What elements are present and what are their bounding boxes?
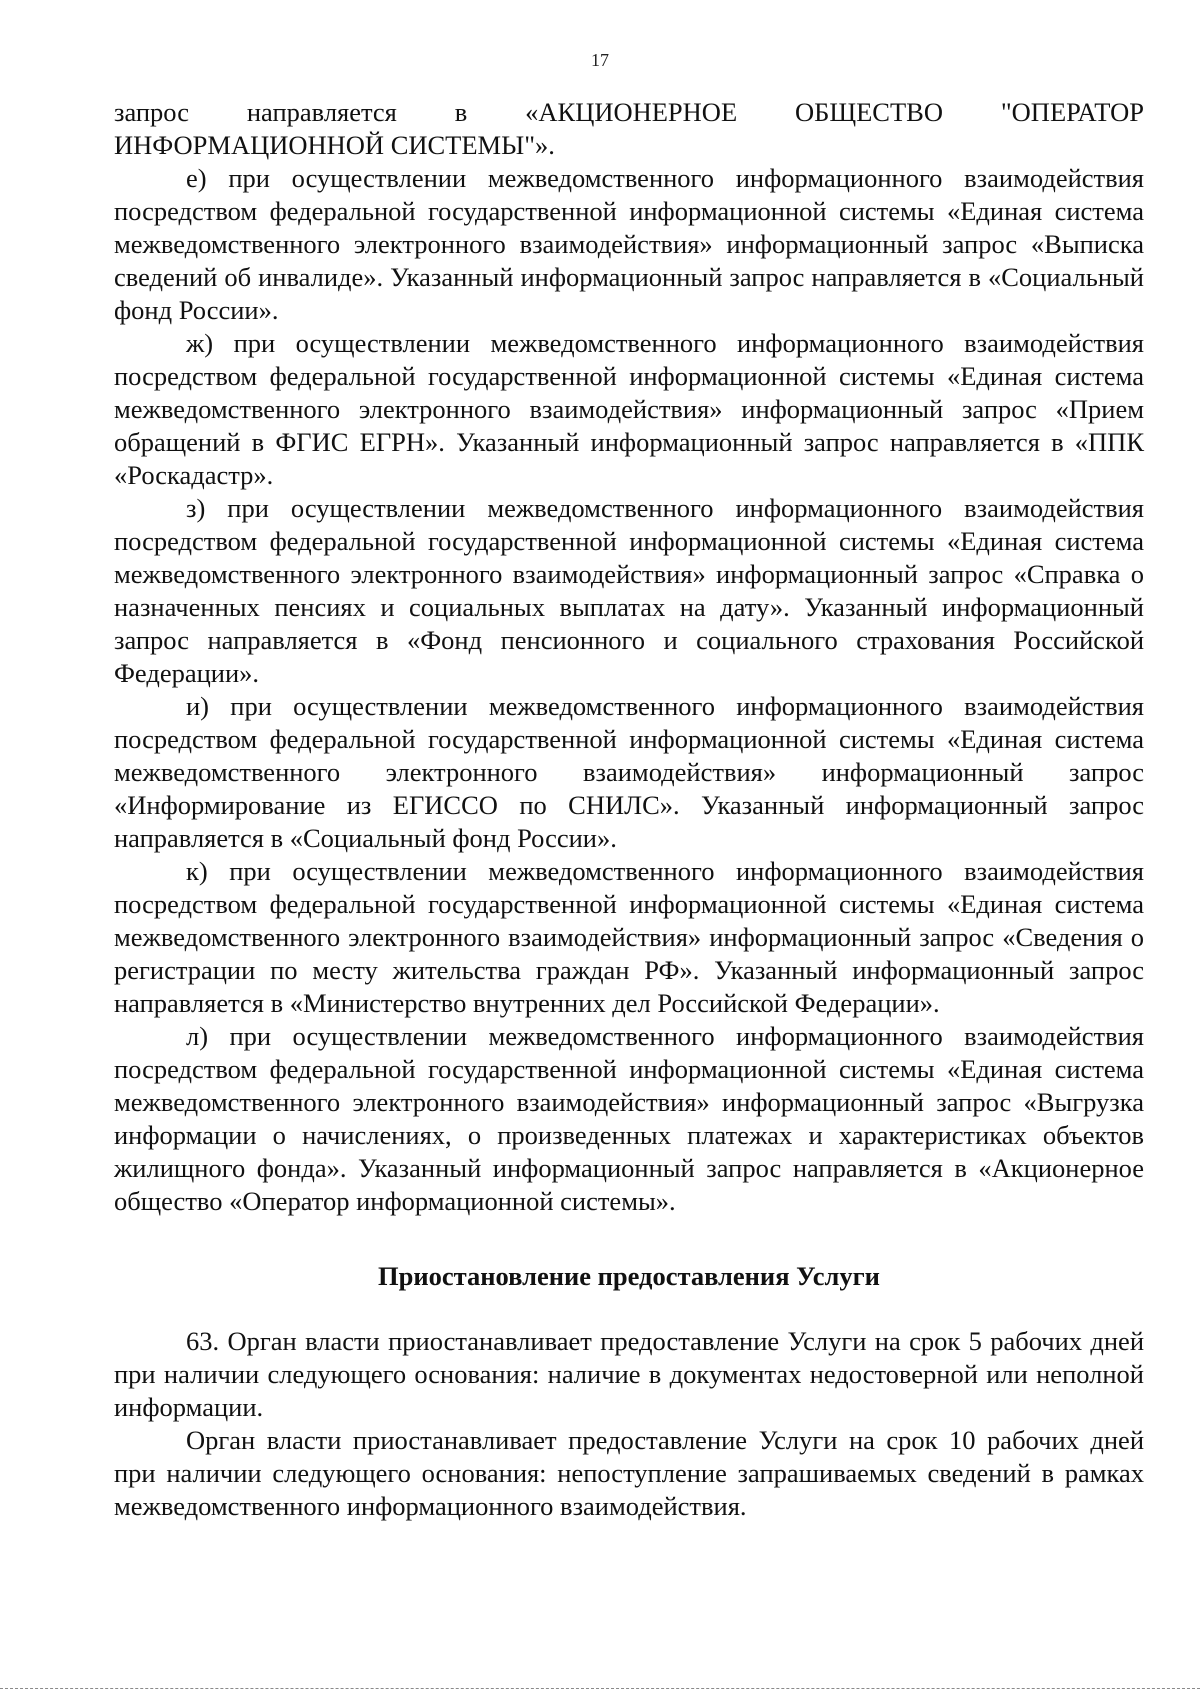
paragraph-suspension-10-days: Орган власти приостанавливает предоставление Услуги на срок 10 рабочих дней при наличии следующего основания: непоступление запрашиваемых сведений в рамках межведомственного информационного взаимодействия.	[114, 1425, 1144, 1521]
paragraph-item-i: и) при осуществлении межведомственного информационного взаимодействия посредством федеральной государственной информационной системы «Единая система межведомственного электронного взаимодействия» информационный запрос «Информирование из ЕГИССО по СНИЛС». Указанный информационный запрос направляется в «Социальный фонд России».	[114, 691, 1144, 853]
paragraph-63: 63. Орган власти приостанавливает предоставление Услуги на срок 5 рабочих дней при наличии следующего основания: наличие в документах недостоверной или неполной информации.	[114, 1326, 1144, 1422]
paragraph-item-l: л) при осуществлении межведомственного информационного взаимодействия посредством федеральной государственной информационной системы «Единая система межведомственного электронного взаимодействия» информационный запрос «Выгрузка информации о начислениях, о произведенных платежах и характеристиках объектов жилищного фонда». Указанный информационный запрос направляется в «Акционерное общество «Оператор информационной системы».	[114, 1021, 1144, 1216]
paragraph-item-z: з) при осуществлении межведомственного информационного взаимодействия посредством федеральной государственной информационной системы «Единая система межведомственного электронного взаимодействия» информационный запрос «Справка о назначенных пенсиях и социальных выплатах на дату». Указанный информационный запрос направляется в «Фонд пенсионного и социального страхования Российской Федерации».	[114, 493, 1144, 688]
paragraph-item-k: к) при осуществлении межведомственного информационного взаимодействия посредством федеральной государственной информационной системы «Единая система межведомственного электронного взаимодействия» информационный запрос «Сведения о регистрации по месту жительства граждан РФ». Указанный информационный запрос направляется в «Министерство внутренних дел Российской Федерации».	[114, 856, 1144, 1018]
section-heading: Приостановление предоставления Услуги	[378, 1261, 880, 1291]
page-number: 17	[591, 50, 609, 70]
scan-bottom-edge-line	[0, 1688, 1200, 1689]
paragraph-item-e: е) при осуществлении межведомственного информационного взаимодействия посредством федеральной государственной информационной системы «Единая система межведомственного электронного взаимодействия» информационный запрос «Выписка сведений об инвалиде». Указанный информационный запрос направляется в «Социальный фонд России».	[114, 163, 1144, 325]
paragraph-continuation: запрос направляется в «АКЦИОНЕРНОЕ ОБЩЕСТВО "ОПЕРАТОР ИНФОРМАЦИОННОЙ СИСТЕМЫ"».	[114, 97, 1144, 160]
document-body	[114, 96, 1144, 1523]
paragraph-item-zh: ж) при осуществлении межведомственного информационного взаимодействия посредством федеральной государственной информационной системы «Единая система межведомственного электронного взаимодействия» информационный запрос «Прием обращений в ФГИС ЕГРН». Указанный информационный запрос направляется в «ППК «Роскадастр».	[114, 328, 1144, 490]
